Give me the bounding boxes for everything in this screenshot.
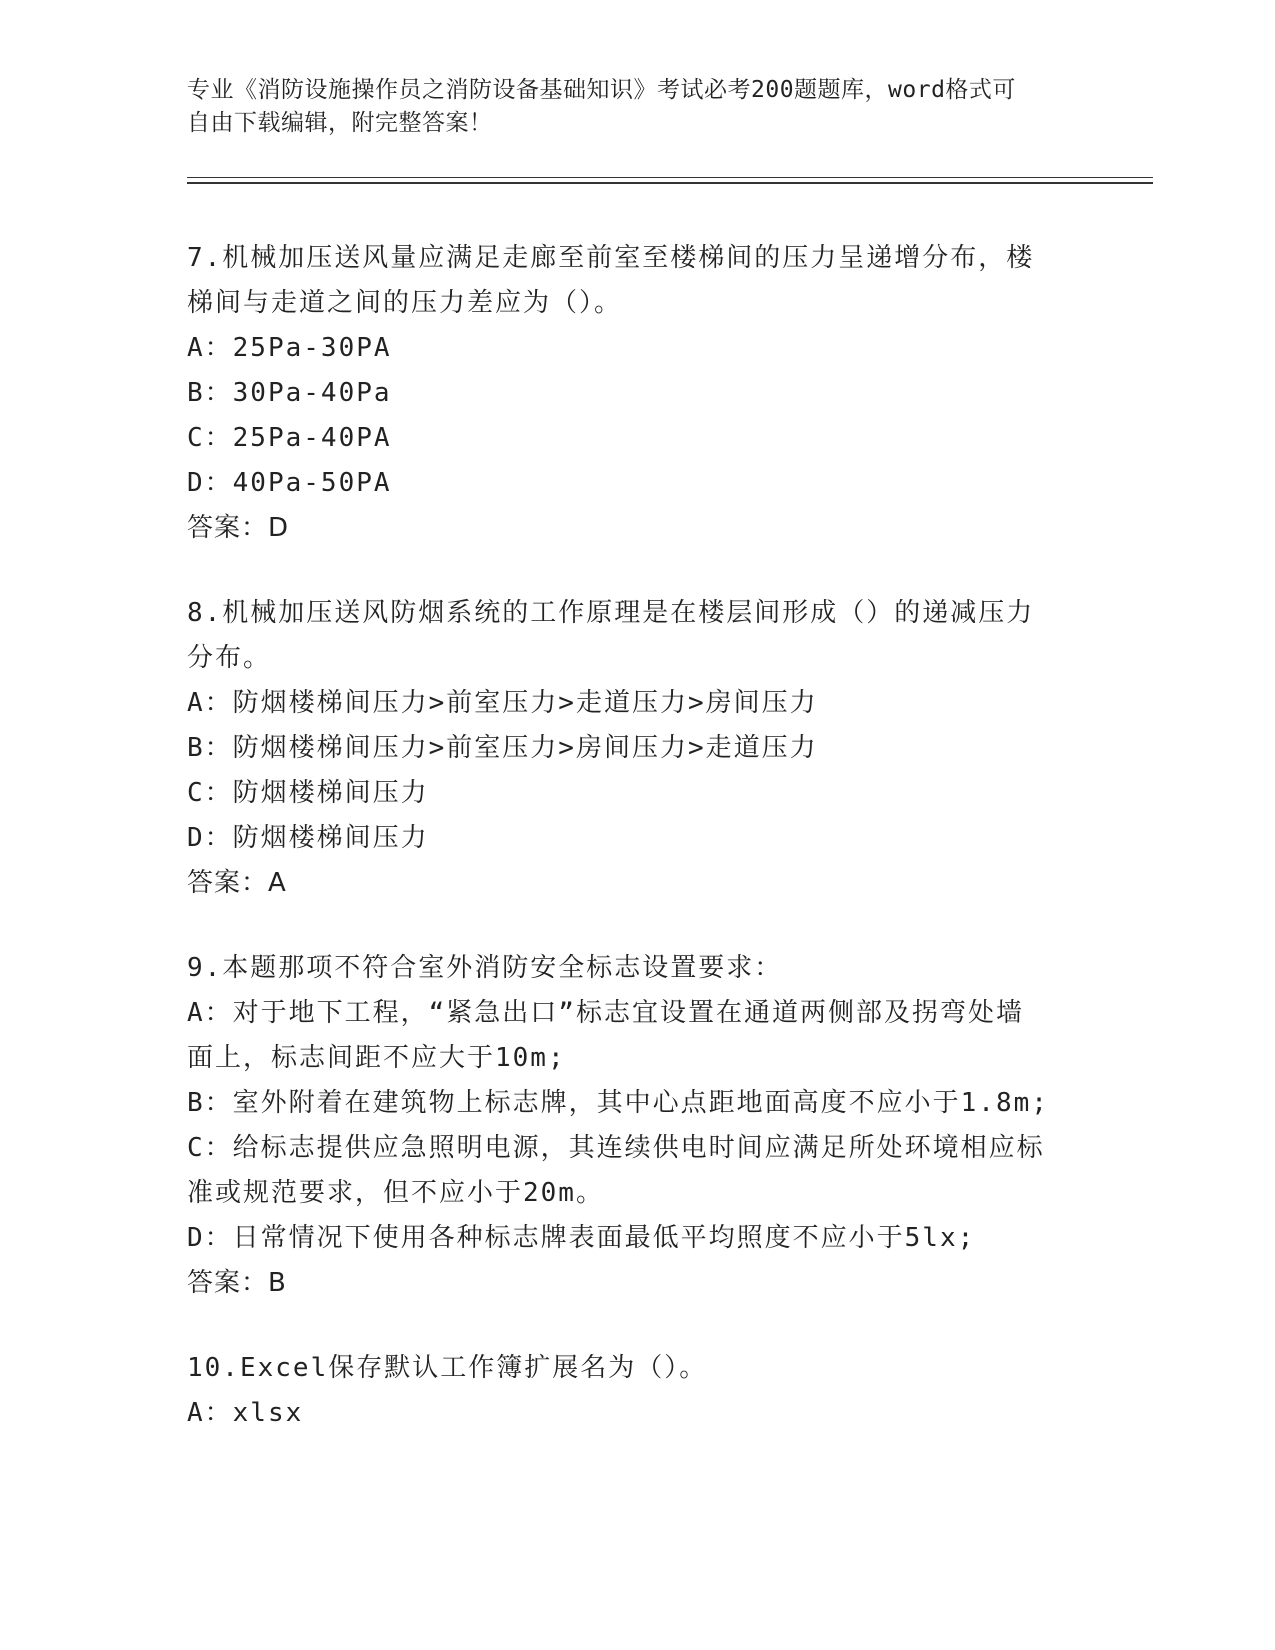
option-c: C：防烟楼梯间压力 xyxy=(187,778,429,808)
option-d: D：40Pa-50PA xyxy=(187,468,392,498)
question-text: 9.本题那项不符合室外消防安全标志设置要求： xyxy=(187,953,783,983)
question-list xyxy=(187,236,1087,1476)
option-d: D：日常情况下使用各种标志牌表面最低平均照度不应小于5lx; xyxy=(187,1223,976,1253)
option-d: D：防烟楼梯间压力 xyxy=(187,823,429,853)
question-text: 7.机械加压送风量应满足走廊至前室至楼梯间的压力呈递增分布，楼 xyxy=(187,243,1035,273)
header-line: 自由下载编辑，附完整答案！ xyxy=(187,110,493,136)
answer: 答案：A xyxy=(187,868,287,898)
option-c-cont: 准或规范要求，但不应小于20m。 xyxy=(187,1178,604,1208)
header-divider xyxy=(187,177,1153,178)
option-a: A：25Pa-30PA xyxy=(187,333,392,363)
header-line: 专业《消防设施操作员之消防设备基础知识》考试必考200题题库，word格式可 xyxy=(187,77,1016,103)
option-a-cont: 面上，标志间距不应大于10m; xyxy=(187,1043,566,1073)
option-c: C：25Pa-40PA xyxy=(187,423,392,453)
option-b: B：30Pa-40Pa xyxy=(187,378,392,408)
question-text: 8.机械加压送风防烟系统的工作原理是在楼层间形成（）的递减压力 xyxy=(187,598,1035,628)
option-a: A：对于地下工程，“紧急出口”标志宜设置在通道两侧部及拐弯处墙 xyxy=(187,998,1024,1028)
question-text: 梯间与走道之间的压力差应为（）。 xyxy=(187,288,623,318)
answer: 答案：D xyxy=(187,513,290,543)
header-divider xyxy=(187,182,1153,184)
question-text: 分布。 xyxy=(187,643,272,673)
question-10 xyxy=(187,1346,1087,1436)
option-b: B：防烟楼梯间压力>前室压力>房间压力>走道压力 xyxy=(187,733,818,763)
option-a: A：xlsx xyxy=(187,1398,304,1428)
option-b: B：室外附着在建筑物上标志牌，其中心点距地面高度不应小于1.8m; xyxy=(187,1088,1049,1118)
question-9 xyxy=(187,946,1087,1306)
option-a: A：防烟楼梯间压力>前室压力>走道压力>房间压力 xyxy=(187,688,818,718)
question-text: 10.Excel保存默认工作簿扩展名为（）。 xyxy=(187,1353,708,1383)
question-8 xyxy=(187,591,1087,906)
option-c: C：给标志提供应急照明电源，其连续供电时间应满足所处环境相应标 xyxy=(187,1133,1045,1163)
question-7 xyxy=(187,236,1087,551)
answer: 答案：B xyxy=(187,1268,287,1298)
document-header xyxy=(187,74,1087,140)
